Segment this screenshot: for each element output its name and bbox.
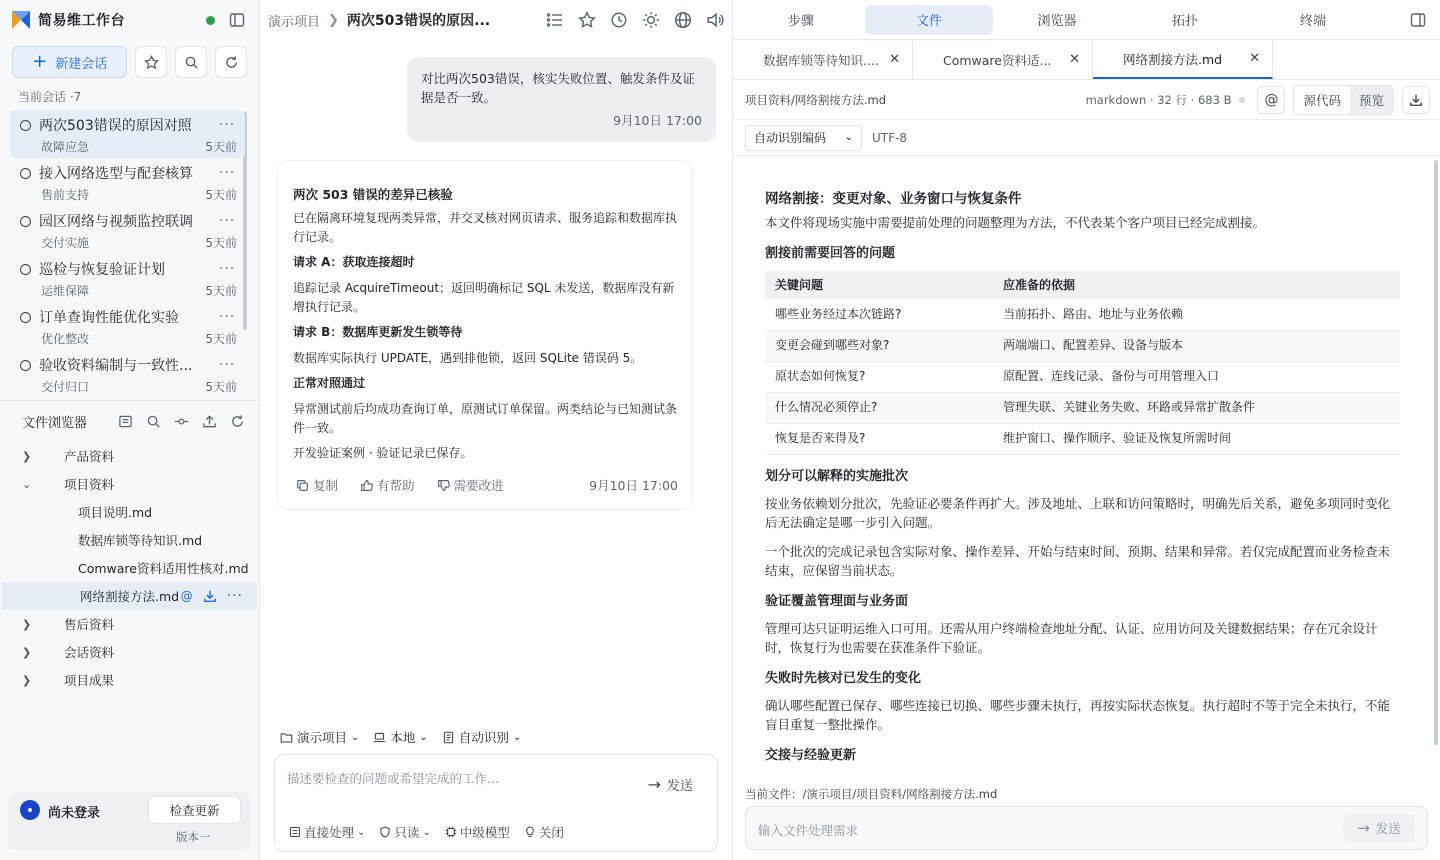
tree-label: 数据库锁等待知识.md	[78, 533, 203, 548]
file-tab-label: 网络割接方法.md	[1123, 51, 1223, 67]
upload-icon[interactable]	[199, 412, 219, 432]
chevron-right-icon: ❯	[22, 645, 32, 659]
file-search-icon[interactable]	[143, 412, 163, 432]
close-icon[interactable]: ✕	[1069, 52, 1080, 67]
close-toggle[interactable]	[524, 823, 564, 841]
chevron-down-icon: ⌄	[351, 731, 360, 743]
preview-button[interactable]: 预览	[1350, 86, 1393, 114]
list-icon[interactable]	[546, 11, 564, 29]
doc-paragraph: 确认哪些配置已保存、哪些连接已切换、哪些步骤未执行，再按实际状态恢复。执行超时不等于完全未执行，不能盲目重复一整批操作。	[765, 697, 1391, 732]
permission-label: 只读	[394, 825, 420, 840]
send-button[interactable]	[648, 775, 693, 794]
plus-icon: +	[32, 51, 48, 72]
table-row	[765, 361, 1400, 392]
chevron-right-icon: ❯	[22, 673, 32, 687]
assistant-paragraph: 异常测试前后均成功查询订单，原测试订单保留。两类结论与已知测试条件一致。	[293, 402, 678, 435]
thumbs-up-icon	[360, 479, 373, 492]
more-icon[interactable]: ···	[218, 357, 236, 373]
location-selector[interactable]	[373, 728, 427, 746]
chevron-down-icon: ⌄	[419, 731, 428, 743]
table-cell: 原配置、连线记录、备份与可用管理入口	[993, 361, 1400, 392]
session-tag: 交付归口	[41, 380, 90, 392]
current-file-label: 当前文件：/演示项目/项目资料/网络割接方法.md	[745, 787, 998, 801]
list-view-icon[interactable]	[115, 412, 135, 432]
favorite-button[interactable]	[135, 46, 167, 78]
session-tag: 运维保障	[41, 284, 90, 298]
tree-file[interactable]	[0, 498, 259, 526]
table-row	[765, 299, 1400, 330]
login-status[interactable]: 尚未登录	[48, 806, 101, 821]
file-tab[interactable]	[733, 40, 913, 79]
panel-layout-icon[interactable]	[1410, 12, 1426, 28]
doc-paragraph: 一个批次的完成记录包含实际对象、操作差异、开始与结束时间、预期、结果和异常。若仅完成配置而业务检查未结束，应保留当前状态。	[765, 543, 1391, 578]
doc-paragraph: 本文件将现场实施中需要提前处理的问题整理为方法，不代表某个客户项目已经完成割接。	[765, 215, 1266, 230]
close-label: 关闭	[538, 825, 564, 840]
session-time: 5天前	[205, 332, 237, 346]
process-mode-selector[interactable]	[289, 823, 365, 841]
list-check-icon	[289, 826, 301, 838]
star-icon	[144, 55, 159, 70]
session-status-icon	[20, 120, 31, 131]
status-dot	[206, 16, 215, 25]
assistant-subheading: 请求 B：数据库更新发生锁等待	[293, 325, 463, 339]
tab-steps[interactable]: 步骤	[787, 14, 814, 29]
table-cell: 恢复是否来得及?	[765, 423, 993, 454]
file-path: 项目资料/网络割接方法.md	[745, 92, 887, 107]
session-title: 接入网络选型与配套核算	[39, 166, 193, 182]
encoding-select[interactable]	[745, 125, 862, 151]
tree-folder[interactable]	[0, 470, 259, 498]
view-toggle	[1293, 85, 1394, 115]
chevron-right-icon: ❯	[328, 12, 339, 28]
theme-sun-icon[interactable]	[642, 11, 660, 29]
file-request-placeholder: 输入文件处理需求	[758, 823, 859, 838]
doc-heading: 验证覆盖管理面与业务面	[765, 593, 909, 609]
tree-refresh-icon[interactable]	[227, 412, 247, 432]
tab-browser[interactable]: 浏览器	[1037, 14, 1077, 29]
tree-folder[interactable]	[0, 638, 259, 666]
table-header: 关键问题	[765, 271, 993, 299]
session-time: 5天前	[205, 236, 237, 250]
session-tag: 交付实施	[41, 236, 90, 250]
message-time: 9月10日 17:00	[613, 113, 702, 128]
download-icon[interactable]	[203, 589, 217, 603]
more-icon[interactable]: ···	[218, 165, 236, 181]
chip-icon	[445, 826, 457, 838]
assistant-intro: 已在隔离环境复现两类异常，并交叉核对网页请求、服务追踪和数据库执行记录。	[293, 211, 678, 244]
right-panel	[733, 0, 1440, 860]
copy-icon	[296, 479, 309, 492]
tree-label: 网络割接方法.md	[80, 589, 180, 604]
tree-folder[interactable]	[0, 442, 259, 470]
session-item[interactable]	[10, 206, 245, 254]
assistant-paragraph: 追踪记录 AcquireTimeout；返回明确标记 SQL 未发送，数据库没有新增执行记录。	[293, 281, 675, 314]
sidebar	[0, 0, 260, 860]
file-meta-bar	[733, 80, 1440, 120]
table-header: 应准备的依据	[993, 271, 1400, 299]
doc-scrollbar[interactable]	[1434, 160, 1438, 745]
user-message-text: 对比两次503错误，核实失败位置、触发条件及证据是否一致。	[421, 71, 695, 105]
session-status-icon	[20, 312, 31, 323]
breadcrumb-root[interactable]: 演示项目	[268, 14, 321, 30]
chat-header	[260, 0, 732, 40]
download-button[interactable]	[1402, 86, 1430, 114]
copy-label: 复制	[313, 478, 339, 493]
tree-file[interactable]	[0, 526, 259, 554]
download-icon	[1409, 93, 1423, 107]
thumbs-down-icon	[437, 479, 450, 492]
location-selector-label: 本地	[390, 730, 416, 745]
session-title: 验收资料编制与一致性...	[39, 358, 193, 374]
improve-label: 需要改进	[453, 478, 504, 493]
chevron-down-icon: ⌄	[22, 477, 32, 491]
mention-icon[interactable]: @	[180, 589, 193, 603]
doc-heading: 划分可以解释的实施批次	[765, 468, 909, 484]
session-item[interactable]	[10, 110, 245, 158]
model-label: 中级模型	[459, 825, 510, 840]
improve-button[interactable]	[437, 476, 504, 495]
doc-paragraph: 管理可达只证明运维入口可用。还需从用户终端检查地址分配、认证、应用访问及关键数据结果；存在冗余设计时，恢复行为也需要在获准条件下验证。	[765, 620, 1378, 655]
table-cell: 两端端口、配置差异、设备与版本	[993, 330, 1400, 361]
app-title: 简易维工作台	[38, 13, 125, 29]
page-title: 两次503错误的原因...	[346, 13, 491, 29]
file-tab-label: 数据库锁等待知识....	[763, 52, 879, 68]
laptop-icon	[373, 731, 386, 744]
tree-folder[interactable]	[0, 666, 259, 694]
table-cell: 当前拓扑、路由、地址与业务依赖	[993, 299, 1400, 330]
session-title: 两次503错误的原因对照	[39, 118, 192, 134]
context-selectors	[280, 728, 521, 746]
folder-icon	[280, 731, 293, 744]
tree-label: 项目成果	[64, 673, 115, 688]
session-time: 5天前	[205, 188, 237, 202]
avatar[interactable]	[20, 800, 40, 820]
table-row	[765, 392, 1400, 423]
file-tabs	[733, 40, 1440, 80]
table-cell: 原状态如何恢复?	[765, 361, 993, 392]
tree-file[interactable]	[0, 554, 259, 582]
project-selector-label: 演示项目	[297, 730, 348, 745]
markdown-preview	[733, 160, 1440, 774]
chat-input-placeholder: 描述要检查的问题或希望完成的工作...	[287, 771, 499, 786]
session-status-icon	[20, 264, 31, 275]
model-selector[interactable]	[445, 823, 510, 841]
new-chat-label: 新建会话	[55, 56, 108, 72]
doc-paragraph	[765, 773, 1400, 775]
process-mode-label: 直接处理	[304, 825, 355, 840]
tree-label: 售后资料	[64, 617, 115, 632]
chevron-down-icon: ⌄	[357, 826, 366, 838]
file-request-input[interactable]	[745, 806, 1428, 850]
sidebar-toggle-icon[interactable]	[227, 10, 247, 30]
more-icon[interactable]: ···	[218, 261, 236, 277]
send-label: 发送	[666, 779, 693, 794]
file-meta: markdown · 32 行 · 683 B	[1085, 92, 1232, 107]
session-item[interactable]	[10, 350, 245, 392]
chevron-right-icon: ❯	[22, 617, 32, 631]
tab-topology[interactable]: 拓扑	[1171, 14, 1198, 29]
document-icon	[442, 731, 455, 744]
chevron-down-icon: ⌄	[844, 132, 853, 143]
session-item[interactable]	[10, 302, 245, 350]
bulb-icon	[524, 826, 536, 838]
check-update-button[interactable]: 检查更新	[148, 796, 241, 824]
doc-heading: 失败时先核对已发生的变化	[765, 670, 922, 686]
session-time: 5天前	[205, 140, 237, 154]
table-cell: 什么情况必须停止?	[765, 392, 993, 423]
git-commit-icon[interactable]	[171, 412, 191, 432]
panel-tabs	[733, 0, 1440, 40]
assistant-heading: 两次 503 错误的差异已核验	[293, 187, 453, 202]
shield-icon	[379, 826, 391, 838]
message-time: 9月10日 17:00	[589, 478, 678, 493]
table-cell: 管理失联、关键业务失败、环路或异常扩散条件	[993, 392, 1400, 423]
permission-selector[interactable]	[379, 823, 430, 841]
tab-terminal[interactable]: 终端	[1299, 14, 1326, 29]
refresh-button[interactable]	[215, 46, 247, 78]
search-icon	[184, 55, 199, 70]
session-title: 巡检与恢复验证计划	[39, 262, 165, 278]
session-item[interactable]	[10, 158, 245, 206]
chat-input[interactable]	[274, 754, 718, 852]
assistant-message	[277, 160, 693, 510]
session-time: 5天前	[205, 284, 237, 298]
file-tab[interactable]	[913, 40, 1093, 79]
tree-file-selected[interactable]	[2, 582, 257, 610]
search-button[interactable]	[175, 46, 207, 78]
assistant-footer: 开发验证案例 · 验证记录已保存。	[293, 446, 473, 460]
session-time: 5天前	[205, 380, 237, 392]
sidebar-header	[0, 0, 259, 40]
table-cell: 哪些业务经过本次链路?	[765, 299, 993, 330]
tree-label: 产品资料	[64, 449, 115, 464]
session-item[interactable]	[10, 254, 245, 302]
new-chat-button[interactable]	[12, 46, 127, 78]
table-row	[765, 423, 1400, 454]
table-row	[765, 330, 1400, 361]
user-message	[407, 57, 716, 142]
tree-label: 项目说明.md	[78, 505, 153, 520]
doc-heading: 交接与经验更新	[765, 747, 857, 763]
app-logo-icon	[10, 9, 32, 31]
chat-panel	[260, 0, 733, 860]
account-footer	[8, 792, 251, 850]
source-button[interactable]: 源代码	[1303, 92, 1341, 108]
doc-table	[765, 271, 1400, 455]
file-tab-active[interactable]	[1093, 40, 1273, 79]
table-cell: 维护窗口、操作顺序、验证及恢复所需时间	[993, 423, 1400, 454]
project-selector[interactable]	[280, 728, 359, 746]
more-icon[interactable]: ···	[226, 588, 243, 604]
session-status-icon	[20, 216, 31, 227]
session-tag: 故障应急	[41, 140, 90, 154]
doc-paragraph: 按业务依赖划分批次，先验证必要条件再扩大。涉及地址、上联和访问策略时，明确先后关系，避免多项同时变化后无法确定是哪一步引入问题。	[765, 495, 1391, 530]
file-send-button[interactable]	[1343, 814, 1415, 842]
tree-folder[interactable]	[0, 610, 259, 638]
tree-label: 项目资料	[64, 477, 115, 492]
assistant-paragraph: 数据库实际执行 UPDATE，遇到排他锁，返回 SQLite 错误码 5。	[293, 351, 643, 365]
table-cell: 变更会碰到哪些对象?	[765, 330, 993, 361]
session-list	[0, 110, 259, 392]
globe-icon[interactable]	[674, 11, 692, 29]
close-icon[interactable]: ✕	[889, 52, 900, 67]
session-status-icon	[20, 168, 31, 179]
tree-label: Comware资料适用性核对.md	[78, 561, 249, 576]
mode-selector[interactable]	[442, 728, 521, 746]
more-icon[interactable]: ···	[218, 309, 236, 325]
helpful-button[interactable]	[360, 476, 415, 495]
star-icon[interactable]	[578, 11, 596, 29]
file-tab-label: Comware资料适...	[943, 52, 1052, 68]
session-tag: 售前支持	[41, 188, 90, 202]
encoding-bar	[733, 120, 1440, 156]
chevron-down-icon: ⌄	[512, 731, 522, 743]
session-title: 订单查询性能优化实验	[39, 310, 179, 326]
tab-files[interactable]: 文件	[865, 5, 993, 35]
doc-heading: 割接前需要回答的问题	[765, 246, 896, 261]
mode-selector-label: 自动识别	[458, 730, 509, 745]
tree-label: 会话资料	[64, 645, 115, 660]
mention-button[interactable]: @	[1257, 86, 1285, 114]
assistant-subheading: 请求 A：获取连接超时	[293, 255, 415, 269]
session-status-icon	[20, 360, 31, 371]
more-icon[interactable]: ···	[218, 117, 236, 133]
file-tree	[0, 442, 259, 694]
more-icon[interactable]: ···	[218, 213, 236, 229]
current-sessions-label: 当前会话 ·7	[18, 90, 82, 104]
status-dot	[1239, 97, 1245, 103]
arrow-right-icon: →	[1357, 819, 1370, 837]
encoding-value: 自动识别编码	[754, 131, 827, 145]
helpful-label: 有帮助	[377, 478, 415, 493]
doc-title: 网络割接：变更对象、业务窗口与恢复条件	[765, 191, 1022, 207]
history-icon[interactable]	[610, 11, 628, 29]
refresh-icon	[224, 55, 239, 70]
chevron-down-icon: ⌄	[422, 826, 431, 838]
assistant-subheading: 正常对照通过	[293, 376, 366, 390]
copy-button[interactable]	[296, 476, 338, 495]
file-browser-header	[0, 400, 259, 442]
session-tag: 优化整改	[41, 332, 90, 346]
charset-label: UTF-8	[872, 130, 907, 145]
file-browser-title: 文件浏览器	[22, 416, 88, 431]
send-label: 发送	[1375, 821, 1401, 836]
close-icon[interactable]: ✕	[1249, 51, 1260, 66]
speaker-icon[interactable]	[706, 11, 724, 29]
version-label: 版本一	[176, 830, 211, 844]
session-title: 园区网络与视频监控联调	[39, 214, 193, 230]
chevron-right-icon: ❯	[22, 449, 32, 463]
arrow-right-icon: →	[647, 775, 661, 794]
